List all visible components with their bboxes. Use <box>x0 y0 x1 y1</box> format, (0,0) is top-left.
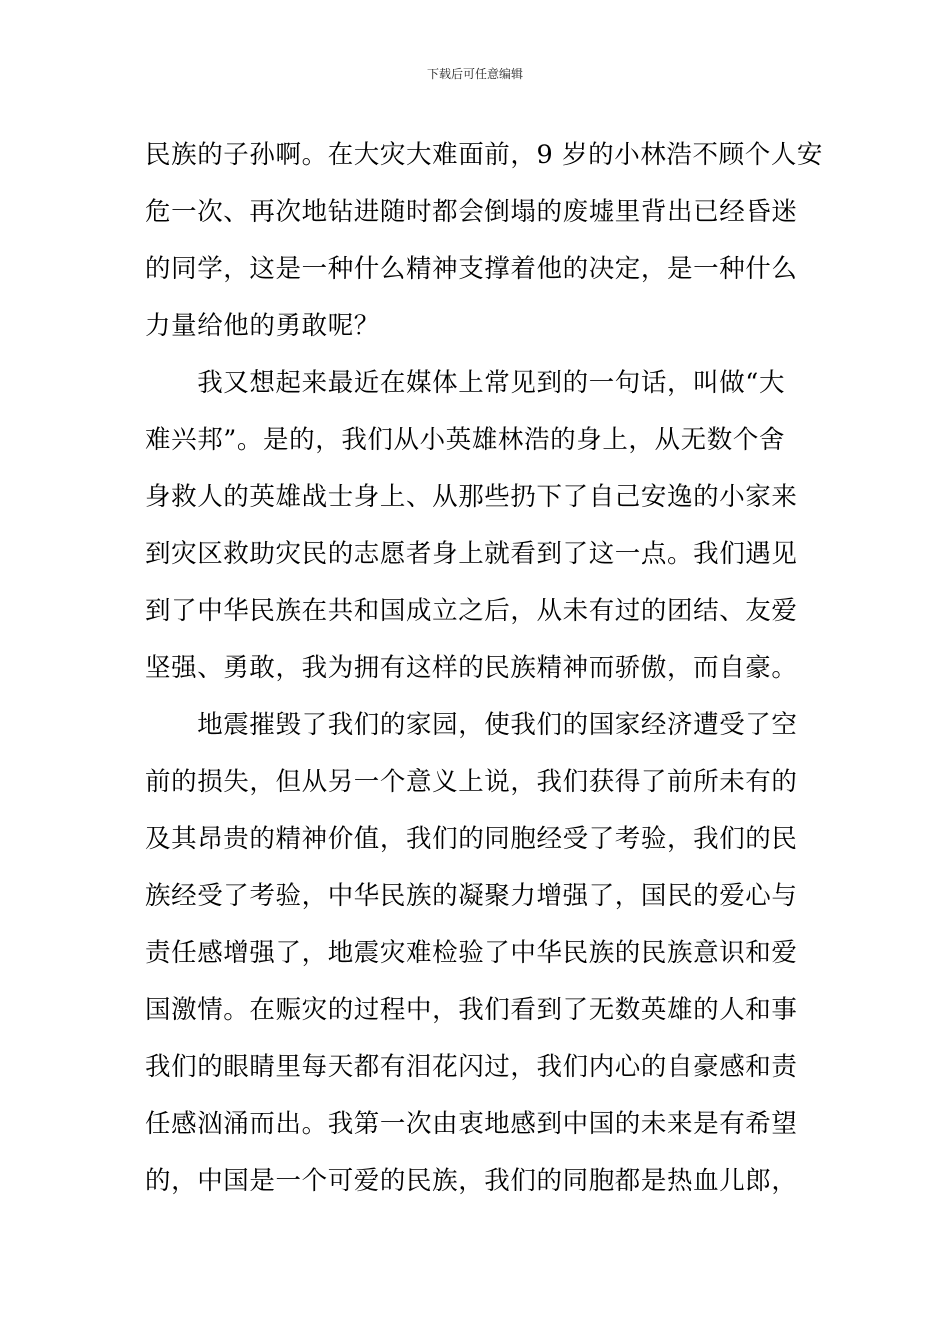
page-header: 下载后可任意编辑 <box>426 67 523 81</box>
text-line: 任感汹涌而出。我第一次由衷地感到中国的未来是有希望 <box>145 1109 798 1139</box>
text-line: 国激情。在赈灾的过程中，我们看到了无数英雄的人和事 <box>145 995 798 1025</box>
text-line: 的，中国是一个可爱的民族，我们的同胞都是热血儿郎， <box>145 1166 798 1196</box>
text-line: 难兴邦”。是的，我们从小英雄林浩的身上，从无数个舍 <box>145 425 786 455</box>
text-line: 身救人的英雄战士身上、从那些扔下了自己安逸的小家来 <box>145 482 798 512</box>
text-line: 前的损失，但从另一个意义上说，我们获得了前所未有的 <box>145 767 798 797</box>
text-line: 族经受了考验，中华民族的凝聚力增强了，国民的爱心与 <box>145 881 798 911</box>
text-line: 的同学，这是一种什么精神支撑着他的决定，是一种什么 <box>145 254 798 284</box>
text-line: 我又想起来最近在媒体上常见到的一句话，叫做“大 <box>145 368 786 398</box>
text-line: 力量给他的勇敢呢？ <box>145 311 380 341</box>
text-line: 坚强、勇敢，我为拥有这样的民族精神而骄傲，而自豪。 <box>145 653 798 683</box>
text-line: 及其昂贵的精神价值，我们的同胞经受了考验，我们的民 <box>145 824 798 854</box>
text-line: 到了中华民族在共和国成立之后，从未有过的团结、友爱 <box>145 596 798 626</box>
text-line: 责任感增强了，地震灾难检验了中华民族的民族意识和爱 <box>145 938 798 968</box>
text-line: 危一次、再次地钻进随时都会倒塌的废墟里背出已经昏迷 <box>145 197 798 227</box>
text-line: 我们的眼睛里每天都有泪花闪过，我们内心的自豪感和责 <box>145 1052 798 1082</box>
text-line: 民族的子孙啊。在大灾大难面前，9 岁的小林浩不顾个人安 <box>145 140 824 170</box>
text-line: 到灾区救助灾民的志愿者身上就看到了这一点。我们遇见 <box>145 539 798 569</box>
text-line: 地震摧毁了我们的家园，使我们的国家经济遭受了空 <box>145 710 798 740</box>
